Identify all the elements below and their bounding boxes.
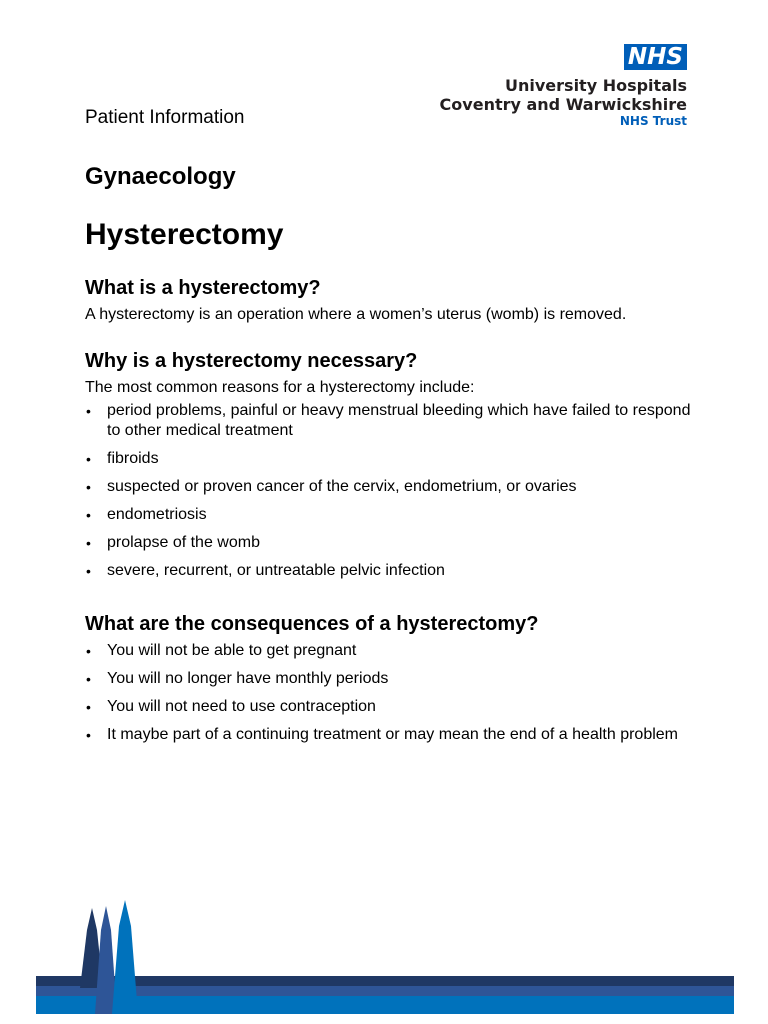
list-item-text: You will not need to use contraception xyxy=(107,698,376,715)
nhs-trust-logo xyxy=(427,44,687,129)
patient-information-label: Patient Information xyxy=(85,107,245,128)
bullet-icon: • xyxy=(86,671,91,687)
list-item xyxy=(85,697,695,717)
spire-right-icon xyxy=(112,900,138,1014)
nhs-badge: NHS xyxy=(624,44,687,70)
document-title: Hysterectomy xyxy=(85,218,284,251)
list-item xyxy=(85,561,695,581)
list-item-text: It maybe part of a continuing treatment or may mean the end of a health problem xyxy=(107,726,678,743)
list-item-text: You will no longer have monthly periods xyxy=(107,670,389,687)
section-heading-consequences: What are the consequences of a hysterectomy? xyxy=(85,613,539,635)
list-item xyxy=(85,669,695,689)
bullet-icon: • xyxy=(86,403,91,419)
org-trust-label: NHS Trust xyxy=(619,114,687,128)
list-item xyxy=(85,505,695,525)
bullet-icon: • xyxy=(86,699,91,715)
bullet-icon: • xyxy=(86,643,91,659)
bullet-icon: • xyxy=(86,451,91,467)
bullet-icon: • xyxy=(86,727,91,743)
section-heading-why: Why is a hysterectomy necessary? xyxy=(85,350,418,372)
list-item-text: fibroids xyxy=(107,450,159,467)
footer-spires-graphic xyxy=(0,890,768,1024)
bullet-icon: • xyxy=(86,535,91,551)
list-item-text: severe, recurrent, or untreatable pelvic infection xyxy=(107,562,445,579)
list-item xyxy=(85,401,695,441)
section-paragraph-what-is: A hysterectomy is an operation where a women’s uterus (womb) is removed. xyxy=(85,306,627,323)
org-name-line2: Coventry and Warwickshire xyxy=(439,95,687,114)
bullet-icon: • xyxy=(86,563,91,579)
footer-stripe-light xyxy=(36,996,734,1014)
bullet-icon: • xyxy=(86,507,91,523)
footer-stripe-mid xyxy=(36,986,734,996)
list-item-text: prolapse of the womb xyxy=(107,534,260,551)
list-item-text: You will not be able to get pregnant xyxy=(107,642,357,659)
section-heading-what-is: What is a hysterectomy? xyxy=(85,277,321,299)
list-item xyxy=(85,477,695,497)
document-body xyxy=(85,160,695,753)
list-item-text: period problems, painful or heavy menstrual bleeding which have failed to respond to other medical treatment xyxy=(107,402,691,439)
footer-stripe-dark xyxy=(36,976,734,986)
bullet-icon: • xyxy=(86,479,91,495)
list-item xyxy=(85,641,695,661)
section-paragraph-why: The most common reasons for a hysterectomy include: xyxy=(85,379,475,396)
department-title: Gynaecology xyxy=(85,163,236,190)
org-name-line1: University Hospitals xyxy=(505,76,687,95)
list-item xyxy=(85,449,695,469)
list-item-text: endometriosis xyxy=(107,506,207,523)
consequences-list xyxy=(85,641,695,745)
list-item xyxy=(85,533,695,553)
reasons-list xyxy=(85,401,695,581)
list-item xyxy=(85,725,695,745)
list-item-text: suspected or proven cancer of the cervix, endometrium, or ovaries xyxy=(107,478,577,495)
